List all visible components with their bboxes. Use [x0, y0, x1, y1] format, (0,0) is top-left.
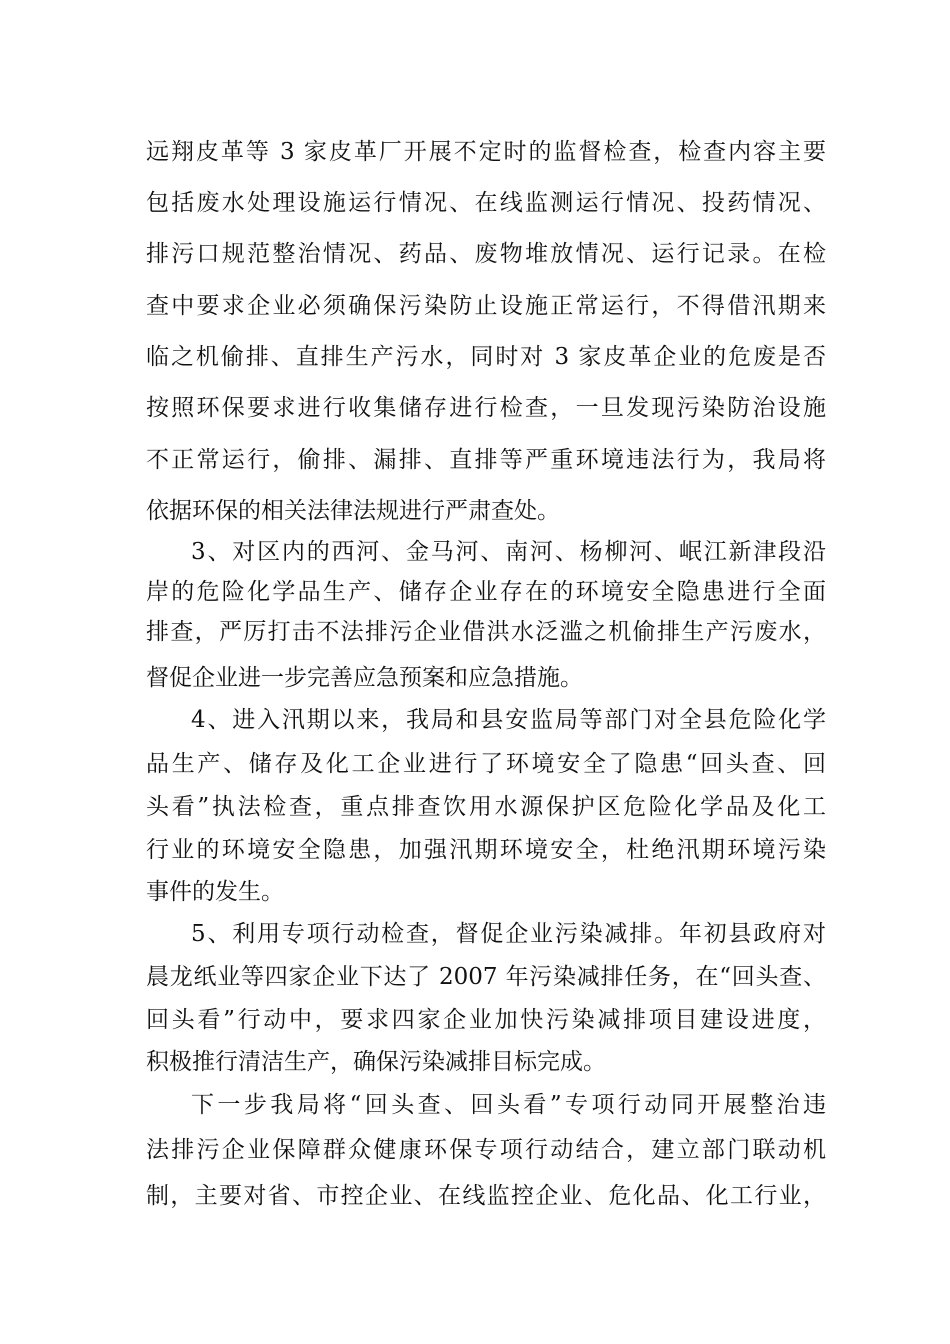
- text-line: 依据环保的相关法律法规进行严肃查处。: [146, 498, 560, 524]
- text-line: 晨龙纸业等四家企业下达了 2007 年污染减排任务，在“回头查、: [146, 964, 826, 990]
- text-line: 事件的发生。: [146, 879, 284, 905]
- paragraph-first-line: 3、对区内的西河、金马河、南河、杨柳河、岷江新津段沿: [191, 539, 826, 565]
- text-line: 法排污企业保障群众健康环保专项行动结合，建立部门联动机: [146, 1137, 826, 1163]
- text-line: 按照环保要求进行收集储存进行检查，一旦发现污染防治设施: [146, 395, 826, 421]
- text-line: 不正常运行，偷排、漏排、直排等严重环境违法行为，我局将: [146, 447, 826, 473]
- text-line: 行业的环境安全隐患，加强汛期环境安全，杜绝汛期环境污染: [146, 837, 826, 863]
- text-line: 排查，严厉打击不法排污企业借洪水泛滥之机偷排生产污废水，: [146, 619, 826, 645]
- text-line: 包括废水处理设施运行情况、在线监测运行情况、投药情况、: [146, 190, 826, 216]
- text-line: 远翔皮革等 3 家皮革厂开展不定时的监督检查，检查内容主要: [146, 139, 826, 165]
- text-line: 临之机偷排、直排生产污水，同时对 3 家皮革企业的危废是否: [146, 344, 826, 370]
- text-line: 回头看”行动中，要求四家企业加快污染减排项目建设进度，: [146, 1007, 826, 1033]
- text-line: 督促企业进一步完善应急预案和应急措施。: [146, 665, 583, 691]
- text-line: 制，主要对省、市控企业、在线监控企业、危化品、化工行业，: [146, 1183, 826, 1209]
- text-line: 排污口规范整治情况、药品、废物堆放情况、运行记录。在检: [146, 241, 826, 267]
- text-line: 积极推行清洁生产，确保污染减排目标完成。: [146, 1049, 606, 1075]
- paragraph-first-line: 5、利用专项行动检查，督促企业污染减排。年初县政府对: [191, 921, 826, 947]
- text-line: 岸的危险化学品生产、储存企业存在的环境安全隐患进行全面: [146, 579, 826, 605]
- paragraph-first-line: 下一步我局将“回头查、回头看”专项行动同开展整治违: [191, 1092, 826, 1118]
- paragraph-first-line: 4、进入汛期以来，我局和县安监局等部门对全县危险化学: [191, 707, 826, 733]
- text-line: 品生产、储存及化工企业进行了环境安全了隐患“回头查、回: [146, 751, 826, 777]
- text-line: 头看”执法检查，重点排查饮用水源保护区危险化学品及化工: [146, 794, 826, 820]
- text-line: 查中要求企业必须确保污染防止设施正常运行，不得借汛期来: [146, 293, 826, 319]
